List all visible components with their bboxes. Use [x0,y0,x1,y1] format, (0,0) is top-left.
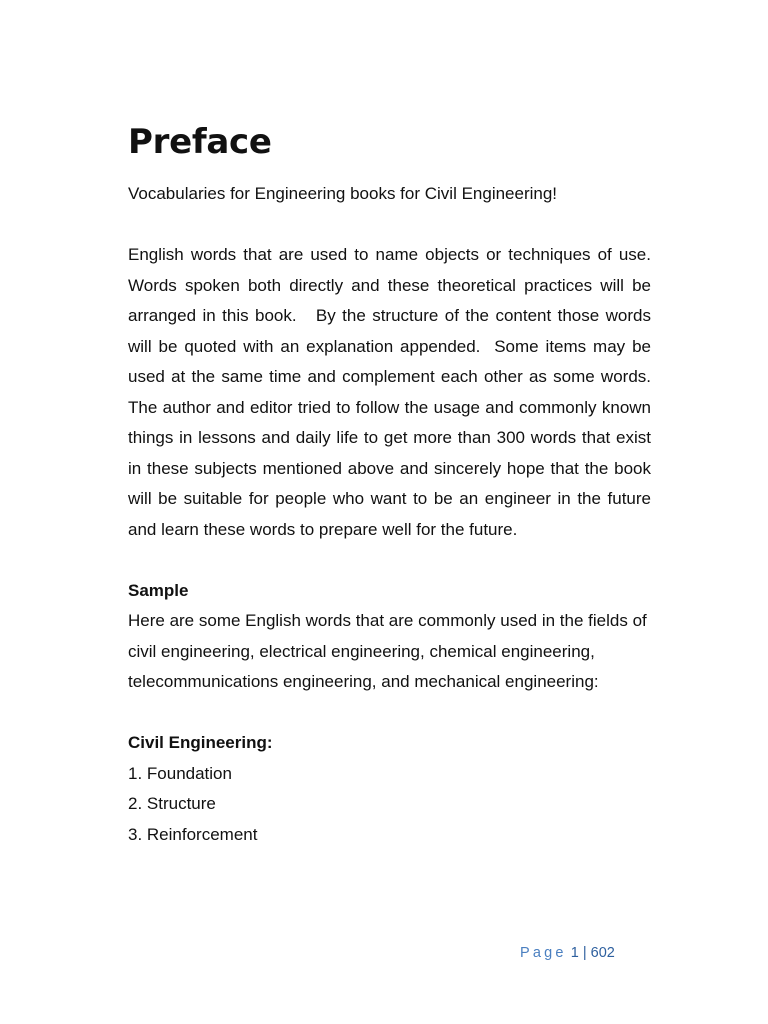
total-pages: 602 [590,945,615,961]
page-separator: | [582,945,587,961]
page-label: Page [520,945,567,961]
section-heading: Civil Engineering: [128,733,273,752]
page-content [128,118,656,850]
body-paragraph: English words that are used to name objects or techniques of use. Words spoken both directly and these theoretical practices will be arranged in this book. By the structure of the content those words will be quoted with an explanation appended. Some items may be used at the same time and complement each other as some words. The author and editor tried to follow the usage and commonly known things in lessons and daily life to get more than 300 words that exist in these subjects mentioned above and sincerely hope that the book will be suitable for people who want to be an engineer in the future and learn these words to prepare well for the future. [128,245,656,539]
list-item: 3. Reinforcement [128,824,258,844]
list-item: 1. Foundation [128,763,232,783]
paragraph-spacer [128,545,651,576]
intro-line: Vocabularies for Engineering books for Civil Engineering! [128,184,558,203]
paragraph-spacer [128,210,651,241]
page-number: 1 [570,945,579,961]
page-footer [520,943,615,963]
list-item: 2. Structure [128,794,216,813]
page-title: Preface [128,122,272,162]
sample-paragraph: Here are some English words that are commonly used in the fields of civil engineering, electrical engineering, chemical engineering, telecommunications engineering, and mechanical engineering: [128,611,647,691]
sample-heading: Sample [128,580,189,600]
vocabulary-list [128,759,651,851]
paragraph-spacer [128,698,651,729]
